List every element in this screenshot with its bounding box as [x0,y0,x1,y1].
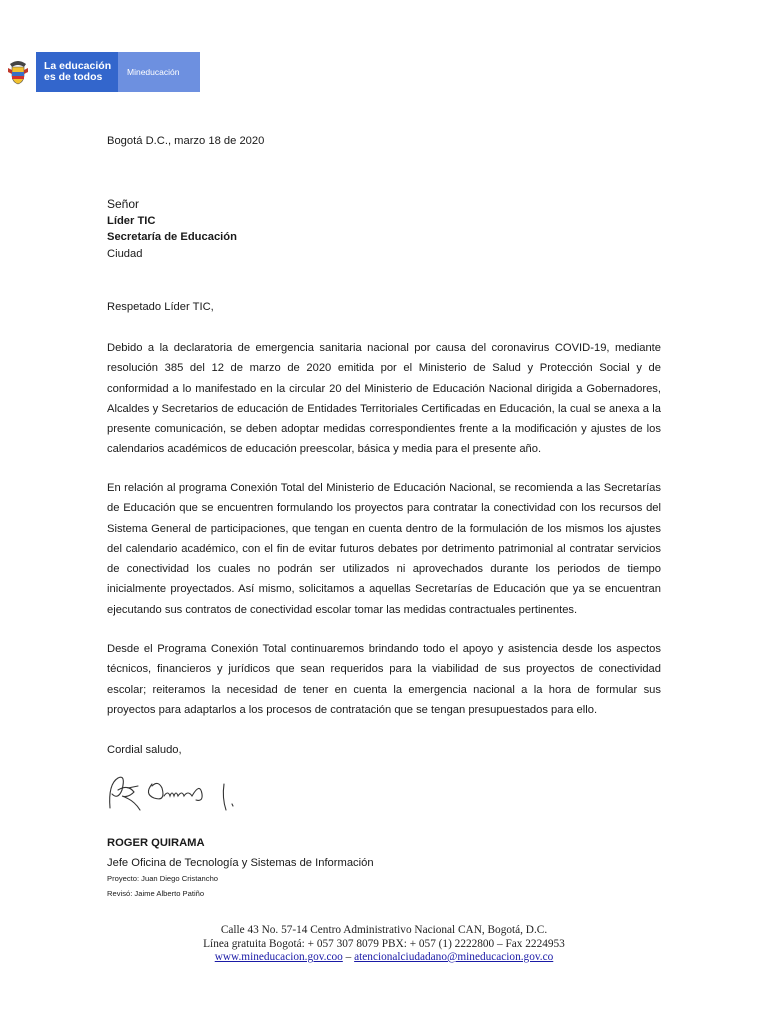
logo-slogan [36,52,118,92]
logo-line-2: es de todos [44,71,103,83]
handwritten-signature [104,764,254,820]
signer-name: ROGER QUIRAMA [107,837,205,849]
reviewed-by: Revisó: Jaime Alberto Patiño [107,889,205,898]
email-link[interactable]: atencionalciudadano@mineducacion.gov.co [354,951,554,963]
recipient-org: Secretaría de Educación [107,231,237,243]
footer [0,924,768,965]
logo-line-1: La educación [44,60,112,72]
body-paragraph-3: Desde el Programa Conexión Total continuaremos brindando todo el apoyo y asistencia desde los aspectos técnicos, financieros y jurídicos que sean requeridos para la viabilidad de sus proyectos de conectividad escolar; reiteramos la necesidad de tener en cuenta la emergencia nacional a la hora de formular sus proyectos para adaptarlos a los procesos de contratación que se tengan presupuestados para ello. [107,643,661,716]
recipient-role: Líder TIC [107,214,156,227]
letter-date: Bogotá D.C., marzo 18 de 2020 [107,135,265,147]
footer-phones: Línea gratuita Bogotá: + 057 307 8079 PBX: + 057 (1) 2222800 – Fax 2224953 [203,937,565,950]
coat-of-arms-icon [0,52,36,92]
footer-address: Calle 43 No. 57-14 Centro Administrativo Nacional CAN, Bogotá, D.C. [220,924,548,936]
greeting: Respetado Líder TIC, [107,301,214,313]
footer-links [0,951,768,965]
recipient-block [107,196,237,262]
recipient-city: Ciudad [107,247,143,260]
body-paragraph-2: En relación al programa Conexión Total del Ministerio de Educación Nacional, se recomienda a las Secretarías de Educación que se encuentren formulando los proyectos para contratar la conectividad con los recursos del Sistema General de participaciones, que tengan en cuenta dentro de la formulación de los mismos los ajustes del calendario académico, con el fin de evitar futuros debates por detrimento patrimonial al contratar servicios de conectividad los cuales no podrán ser utilizados ni aprovechados durante los periodos de tiempo inicialmente proyectados. Así mismo, solicitamos a aquellas Secretarías de Educación que ya se encuentran ejecutando sus contratos de conectividad escolar tomar las medidas contractuales pertinentes. [107,482,661,616]
salutation-title: Señor [107,197,140,211]
logo-ministry-name: Mineducación [127,67,180,77]
projected-by: Proyecto: Juan Diego Cristancho [107,874,219,883]
logo-ministry [118,52,200,92]
closing: Cordial saludo, [107,744,182,756]
signer-block [107,833,374,873]
signer-title: Jefe Oficina de Tecnología y Sistemas de Información [107,857,374,869]
footer-separator: – [342,951,355,963]
body-paragraph-1: Debido a la declaratoria de emergencia sanitaria nacional por causa del coronavirus COVID-19, mediante resolución 385 del 12 de marzo de 2020 emitida por el Ministerio de Salud y Protección Social y de conformidad a lo manifestado en la circular 20 del Ministerio de Educación Nacional dirigida a Gobernadores, Alcaldes y Secretarios de educación de Entidades Territoriales Certificadas en Educación, la cual se anexa a la presente comunicación, se deben adoptar medidas correspondientes frente a la modificación y ajustes de los calendarios académicos de educación preescolar, básica y media para el presente año. [107,342,661,456]
ministry-logo [0,52,200,92]
website-link[interactable]: www.mineducacion.gov.coo [214,951,343,963]
